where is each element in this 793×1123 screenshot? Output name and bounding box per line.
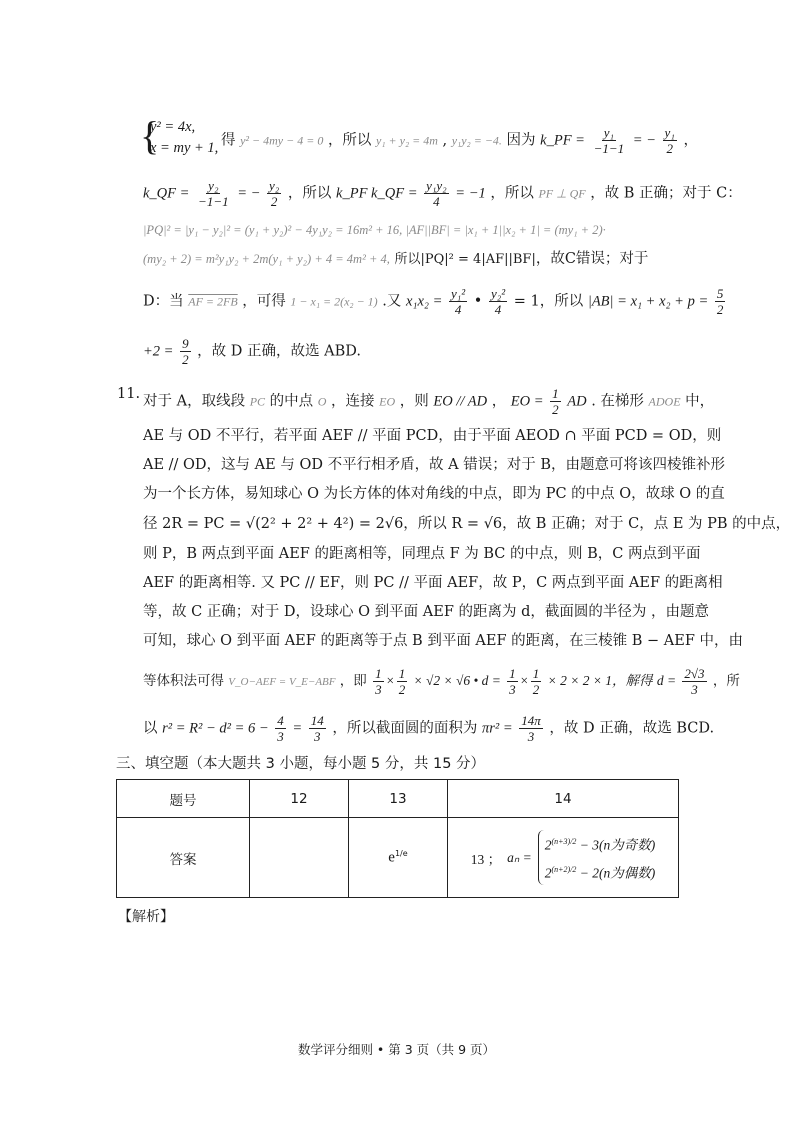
sol10-system-brace: { xyxy=(140,113,160,158)
fraction xyxy=(663,125,677,156)
text: = −1 xyxy=(455,185,486,202)
sol11-line7: AEF 的距离相等. 又 PC // EF，则 PC // 平面 AEF，故 P，C 两点到平面 AEF 的距离相 xyxy=(143,575,723,591)
denominator: 4 xyxy=(433,194,440,209)
sol10-line2 xyxy=(143,178,742,209)
denominator: 3 xyxy=(277,729,284,744)
sol10-line5 xyxy=(143,286,727,317)
sol11-line8: 等，故 C 正确；对于 D，设球心 O 到平面 AEF 的距离为 d，截面圆的半径为 ，由题意 xyxy=(143,604,709,620)
text: 所以|PQ|² = 4|AF||BF| xyxy=(394,252,536,267)
text: ，所 xyxy=(712,673,740,689)
answer-14-content xyxy=(471,830,656,885)
formula: |AB| = x₁ + x₂ + p = xyxy=(587,293,709,310)
formula: EO = xyxy=(510,393,544,410)
sequence-term: aₙ = xyxy=(507,849,532,865)
slope-pf: k_PF = xyxy=(540,132,585,149)
fraction xyxy=(715,286,726,317)
row-label: 答案 xyxy=(117,818,250,898)
numerator: y₁ xyxy=(664,125,675,140)
case-rest: − 2(n为偶数) xyxy=(579,865,656,880)
numerator: 1 xyxy=(552,386,559,401)
text: • xyxy=(473,293,483,310)
formula: x₁x₂ = xyxy=(406,293,443,310)
vector-relation: AF = 2FB xyxy=(188,294,238,309)
text: = xyxy=(292,720,303,737)
text: ，故C错误；对于 xyxy=(535,251,649,267)
volume-equation: V_O−AEF = V_E−ABF xyxy=(228,676,336,688)
answer-14-prefix: 13 ； xyxy=(470,851,502,867)
fraction xyxy=(519,713,543,744)
root-sum: y₁ + y₂ = 4m xyxy=(376,133,438,148)
fraction xyxy=(424,178,449,209)
denominator: 2 xyxy=(270,194,278,209)
denominator: 3 xyxy=(314,729,321,744)
slope-qf: k_QF = xyxy=(143,185,190,202)
formula: d = xyxy=(656,673,677,688)
point: O xyxy=(317,394,327,409)
answer-13-exponent: 1/e xyxy=(394,848,408,858)
numerator: 2√3 xyxy=(684,666,705,681)
text: ，则 xyxy=(399,393,429,410)
numerator: 14 xyxy=(310,713,324,728)
text: × xyxy=(519,673,529,688)
numerator: y₁ xyxy=(603,125,614,140)
formula: × 2 × 2 × 1，解得 xyxy=(547,673,653,688)
text: ，故 D 正确，故选 BCD. xyxy=(549,720,715,737)
section-title: 三、填空题（本大题共 3 小题，每小题 5 分，共 15 分） xyxy=(116,756,486,772)
text: .又 xyxy=(382,293,402,310)
denominator: 4 xyxy=(454,302,462,317)
text: ，连接 xyxy=(331,393,375,410)
denominator: 3 xyxy=(527,729,535,744)
text: 得 xyxy=(221,132,236,149)
fraction xyxy=(180,336,191,367)
text: ， xyxy=(683,132,698,149)
denominator: 2 xyxy=(398,682,406,697)
numerator: 1 xyxy=(532,666,540,681)
text: . 在梯形 xyxy=(591,393,644,410)
header-cell: 14 xyxy=(448,780,679,818)
denominator: 3 xyxy=(375,682,382,697)
fraction xyxy=(309,713,326,744)
sol11-line9: 可知，球心 O 到平面 AEF 的距离等于点 B 到平面 AEF 的距离，在三棱锥 B − AEF 中，由 xyxy=(143,633,744,649)
fraction xyxy=(489,286,507,317)
fraction xyxy=(682,666,706,697)
parallel-statement: EO // AD xyxy=(433,393,488,410)
analysis-label: 【解析】 xyxy=(118,909,174,925)
perpendicular-statement: PF ⊥ QF xyxy=(538,186,586,201)
formula: (my₂ + 2) = m²y₁y₂ + 2m(y₁ + y₂) + 4 = 4m² + 4, xyxy=(143,252,390,266)
fraction xyxy=(550,386,561,417)
sol10-system-eq2: x = my + 1, xyxy=(150,140,219,156)
text: 对于 A，取线段 xyxy=(143,393,246,410)
numerator: 1 xyxy=(375,666,382,681)
fraction xyxy=(275,713,286,744)
numerator: 14π xyxy=(521,713,541,728)
fraction xyxy=(196,178,231,209)
sol11-line2: AE 与 OD 不平行，若平面 AEF // 平面 PCD，由于平面 AEOD ∩ 平面 PCD = OD，则 xyxy=(143,428,722,444)
sol10-system-eq1: y² = 4x, xyxy=(150,119,196,135)
text: ， xyxy=(491,393,507,410)
case-even xyxy=(545,858,656,886)
sol11-line4: 为一个长方体，易知球心 O 为长方体的体对角线的中点，即为 PC 的中点 O，故球 O 的直 xyxy=(143,486,725,502)
denominator: 3 xyxy=(691,682,698,697)
case-rest: − 3(n为奇数) xyxy=(579,837,656,853)
answer-table xyxy=(116,779,679,898)
header-cell: 13 xyxy=(349,780,448,818)
exponent: (n+3)/2 xyxy=(551,837,577,846)
fraction xyxy=(592,125,627,156)
denominator: 2 xyxy=(182,352,189,367)
answer-13 xyxy=(349,818,448,898)
sol11-line3: AE // OD，这与 AE 与 OD 不平行相矛盾，故 A 错误；对于 B，由题意可将该四棱锥补形 xyxy=(143,457,726,473)
numerator: y₂² xyxy=(490,286,506,301)
text: D：当 xyxy=(143,293,184,310)
header-cell: 题号 xyxy=(117,780,250,818)
question-number: 11. xyxy=(117,386,141,402)
formula: r² = R² − d² = 6 − xyxy=(162,720,269,737)
text: = 1，所以 xyxy=(513,293,584,310)
text: ，可得 xyxy=(242,293,286,310)
answer-13-base: e xyxy=(388,849,395,866)
text: 以 xyxy=(143,720,158,737)
sol11-line1 xyxy=(143,386,714,417)
denominator: 3 xyxy=(509,682,516,697)
page-footer: 数学评分细则 • 第 3 页（共 9 页） xyxy=(297,1042,496,1057)
sol11-line11 xyxy=(143,713,714,744)
formula: 1 − x₁ = 2(x₂ − 1) xyxy=(290,294,378,309)
text: ，所以 xyxy=(490,185,534,202)
denominator: −1−1 xyxy=(198,194,229,209)
numerator: y₂ xyxy=(269,178,280,193)
table-header-row xyxy=(117,780,679,818)
text: ，即 xyxy=(339,673,367,689)
fraction xyxy=(397,666,408,697)
sol11-line5: 径 2R = PC = √(2² + 2² + 4²) = 2√6，所以 R = √6，故 B 正确；对于 C，点 E 为 PB 的中点， xyxy=(143,516,791,532)
text: = − xyxy=(632,132,656,149)
segment: PC xyxy=(249,394,266,409)
numerator: 9 xyxy=(182,336,189,351)
fraction xyxy=(507,666,518,697)
piecewise-cases xyxy=(538,830,656,885)
sol10-line4 xyxy=(143,249,648,270)
numerator: y₁² xyxy=(450,286,466,301)
text: 的中点 xyxy=(269,393,314,410)
root-product: y₁y₂ = −4. xyxy=(451,133,502,148)
sol10-line3: |PQ|² = |y₁ − y₂|² = (y₁ + y₂)² − 4y₁y₂ = 16m² + 16, |AF||BF| = |x₁ + 1||x₂ + 1| = (my₁ + 2)· xyxy=(143,223,606,237)
quadratic-eq: y² − 4my − 4 = 0 xyxy=(240,133,324,148)
sol11-line10 xyxy=(143,666,740,697)
formula: +2 = xyxy=(143,343,174,360)
numerator: y₁y₂ xyxy=(426,178,447,193)
fraction xyxy=(449,286,467,317)
numerator: 1 xyxy=(398,666,406,681)
table-row xyxy=(117,818,679,898)
text: = − xyxy=(237,185,261,202)
numerator: 4 xyxy=(277,713,284,728)
denominator: 4 xyxy=(494,302,502,317)
text: ，故 B 正确；对于 C： xyxy=(590,185,742,202)
trapezoid: ADOE xyxy=(648,394,681,409)
fraction xyxy=(531,666,542,697)
base: 2 xyxy=(544,837,552,853)
formula: πr² = xyxy=(482,720,513,737)
header-cell: 12 xyxy=(250,780,349,818)
text: 因为 xyxy=(506,132,536,149)
numerator: 5 xyxy=(716,286,724,301)
denominator: −1−1 xyxy=(593,141,625,156)
numerator: 1 xyxy=(509,666,516,681)
denominator: 2 xyxy=(532,682,540,697)
text: ，所以 xyxy=(327,132,372,149)
slope-product: k_PF k_QF = xyxy=(336,185,418,202)
fraction xyxy=(373,666,384,697)
sol10-line1: 得 y² − 4my − 4 = 0 ，所以 y₁ + y₂ = 4m , y₁y₂ = −4. 因为 k_PF = $\frac{\text{y₁}}{-1-1}$ = − $\frac{\text{y₁}}{2}$ ， xyxy=(221,125,698,156)
text: ，所以 xyxy=(287,185,332,202)
text: ，所以截面圆的面积为 xyxy=(332,720,478,737)
denominator: 2 xyxy=(716,302,724,317)
fraction xyxy=(267,178,281,209)
answer-12 xyxy=(250,818,349,898)
text: 等体积法可得 xyxy=(143,673,224,689)
case-odd xyxy=(545,830,656,858)
text: × xyxy=(385,673,395,688)
denominator: 2 xyxy=(666,141,673,156)
denominator: 2 xyxy=(552,402,559,417)
base: 2 xyxy=(544,865,552,880)
answer-14 xyxy=(448,818,679,898)
segment: EO xyxy=(379,394,396,409)
text: 中， xyxy=(685,393,715,410)
formula: × √2 × √6 • d = xyxy=(413,673,501,688)
numerator: y₂ xyxy=(208,178,219,193)
sol10-line6 xyxy=(143,336,361,367)
exponent: (n+2)/2 xyxy=(551,864,577,874)
sol11-line6: 则 P，B 两点到平面 AEF 的距离相等，同理点 F 为 BC 的中点，则 B，C 两点到平面 xyxy=(143,546,701,562)
text: ，故 D 正确，故选 ABD. xyxy=(197,343,361,360)
segment: AD xyxy=(567,393,587,410)
